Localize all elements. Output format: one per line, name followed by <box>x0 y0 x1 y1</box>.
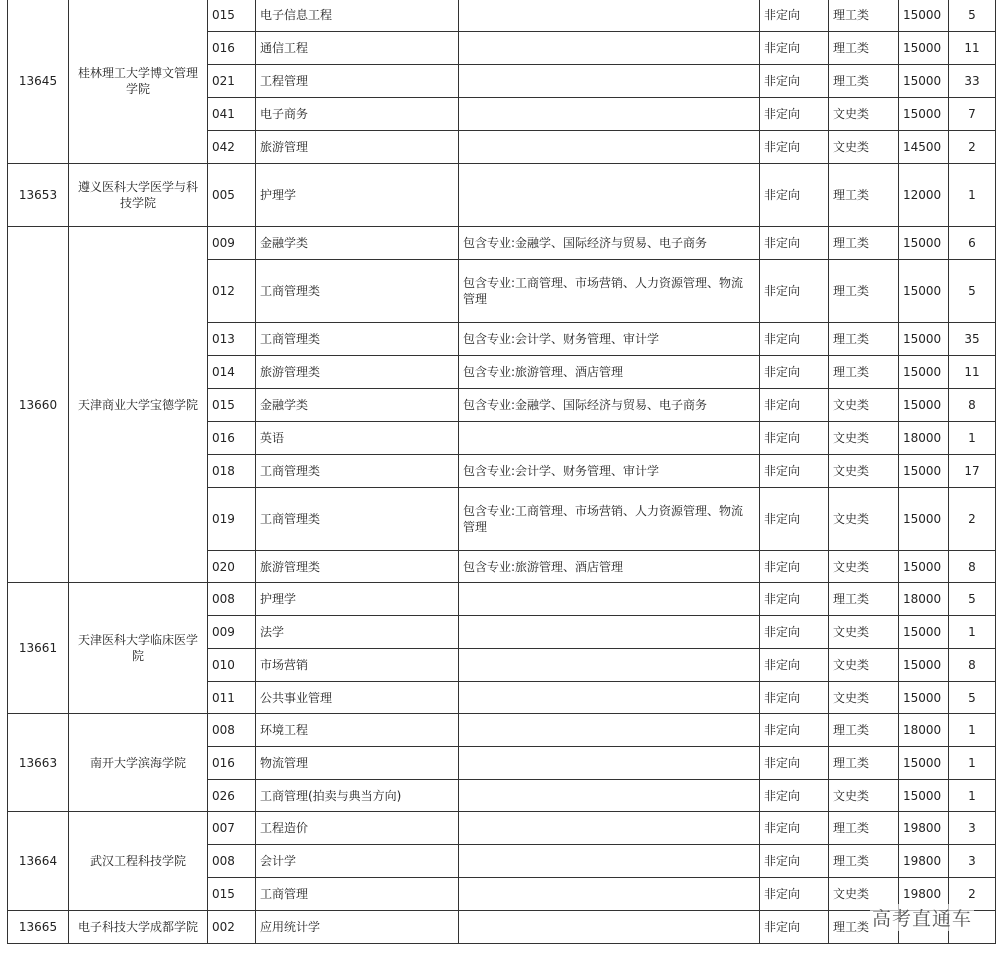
tuition-cell: 15000 <box>899 780 949 812</box>
major-name-cell: 工商管理类 <box>256 488 459 551</box>
major-code-cell: 019 <box>208 488 256 551</box>
major-note-cell <box>459 812 760 845</box>
table-row <box>8 812 996 845</box>
major-name-cell: 护理学 <box>256 583 459 616</box>
tuition-cell: 15000 <box>899 98 949 131</box>
major-name-cell: 市场营销 <box>256 649 459 682</box>
tuition-cell: 15000 <box>899 747 949 780</box>
major-code-cell: 008 <box>208 583 256 616</box>
major-name-cell: 电子信息工程 <box>256 0 459 32</box>
tuition-cell: 15000 <box>899 682 949 714</box>
tuition-cell: 15000 <box>899 32 949 65</box>
major-code-cell: 015 <box>208 389 256 422</box>
major-code-cell: 041 <box>208 98 256 131</box>
plan-count-cell: 8 <box>949 389 996 422</box>
major-name-cell: 物流管理 <box>256 747 459 780</box>
major-name-cell: 应用统计学 <box>256 911 459 944</box>
category-cell: 文史类 <box>829 780 899 812</box>
direction-cell: 非定向 <box>760 747 829 780</box>
direction-cell: 非定向 <box>760 911 829 944</box>
category-cell: 理工类 <box>829 260 899 323</box>
school-name-cell: 遵义医科大学医学与科技学院 <box>69 164 208 227</box>
major-name-cell: 工商管理类 <box>256 260 459 323</box>
major-name-cell: 公共事业管理 <box>256 682 459 714</box>
major-name-cell: 法学 <box>256 616 459 649</box>
tuition-cell: 15000 <box>899 323 949 356</box>
category-cell: 文史类 <box>829 98 899 131</box>
direction-cell: 非定向 <box>760 583 829 616</box>
tuition-cell: 12000 <box>899 164 949 227</box>
admission-plan-table <box>7 0 996 944</box>
direction-cell: 非定向 <box>760 455 829 488</box>
plan-count-cell: 5 <box>949 682 996 714</box>
direction-cell: 非定向 <box>760 65 829 98</box>
tuition-cell: 19800 <box>899 845 949 878</box>
tuition-cell: 15000 <box>899 260 949 323</box>
category-cell: 文史类 <box>829 682 899 714</box>
major-name-cell: 通信工程 <box>256 32 459 65</box>
tuition-cell: 15000 <box>899 649 949 682</box>
direction-cell: 非定向 <box>760 32 829 65</box>
category-cell: 文史类 <box>829 649 899 682</box>
plan-count-cell: 33 <box>949 65 996 98</box>
direction-cell: 非定向 <box>760 780 829 812</box>
major-code-cell: 018 <box>208 455 256 488</box>
category-cell: 理工类 <box>829 911 899 944</box>
tuition-cell: 15000 <box>899 65 949 98</box>
direction-cell: 非定向 <box>760 616 829 649</box>
category-cell: 理工类 <box>829 845 899 878</box>
major-note-cell <box>459 911 760 944</box>
category-cell: 理工类 <box>829 227 899 260</box>
major-name-cell: 工程造价 <box>256 812 459 845</box>
major-code-cell: 016 <box>208 422 256 455</box>
plan-count-cell: 1 <box>949 616 996 649</box>
major-code-cell: 020 <box>208 551 256 583</box>
major-name-cell: 金融学类 <box>256 389 459 422</box>
major-code-cell: 011 <box>208 682 256 714</box>
major-note-cell <box>459 682 760 714</box>
school-code-cell: 13653 <box>8 164 69 227</box>
school-name-cell: 电子科技大学成都学院 <box>69 911 208 944</box>
watermark: 高考直通车 <box>870 904 974 931</box>
direction-cell: 非定向 <box>760 714 829 747</box>
plan-count-cell: 5 <box>949 583 996 616</box>
major-code-cell: 014 <box>208 356 256 389</box>
major-name-cell: 工商管理类 <box>256 323 459 356</box>
major-code-cell: 010 <box>208 649 256 682</box>
plan-count-cell: 2 <box>949 878 996 911</box>
plan-count-cell: 3 <box>949 812 996 845</box>
category-cell: 文史类 <box>829 422 899 455</box>
major-note-cell <box>459 422 760 455</box>
tuition-cell: 19800 <box>899 812 949 845</box>
plan-count-cell: 5 <box>949 0 996 32</box>
tuition-cell: 15000 <box>899 389 949 422</box>
major-code-cell: 008 <box>208 845 256 878</box>
plan-count-cell: 1 <box>949 164 996 227</box>
major-note-cell <box>459 131 760 164</box>
direction-cell: 非定向 <box>760 0 829 32</box>
category-cell: 理工类 <box>829 32 899 65</box>
category-cell: 文史类 <box>829 488 899 551</box>
table-row <box>8 227 996 260</box>
major-note-cell: 包含专业:金融学、国际经济与贸易、电子商务 <box>459 389 760 422</box>
major-note-cell: 包含专业:工商管理、市场营销、人力资源管理、物流管理 <box>459 488 760 551</box>
major-code-cell: 042 <box>208 131 256 164</box>
direction-cell: 非定向 <box>760 131 829 164</box>
major-note-cell: 包含专业:旅游管理、酒店管理 <box>459 356 760 389</box>
plan-count-cell: 11 <box>949 356 996 389</box>
plan-count-cell: 35 <box>949 323 996 356</box>
tuition-cell: 19800 <box>899 878 949 911</box>
school-name-cell: 武汉工程科技学院 <box>69 812 208 911</box>
direction-cell: 非定向 <box>760 98 829 131</box>
category-cell: 理工类 <box>829 583 899 616</box>
major-code-cell: 016 <box>208 747 256 780</box>
major-note-cell <box>459 878 760 911</box>
plan-count-cell: 6 <box>949 227 996 260</box>
major-note-cell <box>459 32 760 65</box>
major-note-cell <box>459 65 760 98</box>
school-name-cell: 桂林理工大学博文管理学院 <box>69 0 208 164</box>
category-cell: 文史类 <box>829 616 899 649</box>
major-name-cell: 工商管理类 <box>256 455 459 488</box>
major-name-cell: 旅游管理类 <box>256 551 459 583</box>
plan-count-cell: 2 <box>949 488 996 551</box>
major-code-cell: 007 <box>208 812 256 845</box>
major-name-cell: 金融学类 <box>256 227 459 260</box>
major-name-cell: 旅游管理 <box>256 131 459 164</box>
major-note-cell <box>459 583 760 616</box>
direction-cell: 非定向 <box>760 682 829 714</box>
major-note-cell <box>459 164 760 227</box>
table-row <box>8 0 996 32</box>
plan-count-cell: 1 <box>949 747 996 780</box>
major-code-cell: 009 <box>208 227 256 260</box>
table-row <box>8 583 996 616</box>
plan-count-cell: 2 <box>949 131 996 164</box>
major-code-cell: 013 <box>208 323 256 356</box>
major-note-cell: 包含专业:旅游管理、酒店管理 <box>459 551 760 583</box>
plan-count-cell: 7 <box>949 98 996 131</box>
category-cell: 理工类 <box>829 747 899 780</box>
major-code-cell: 005 <box>208 164 256 227</box>
direction-cell: 非定向 <box>760 260 829 323</box>
school-code-cell: 13665 <box>8 911 69 944</box>
direction-cell: 非定向 <box>760 227 829 260</box>
direction-cell: 非定向 <box>760 649 829 682</box>
tuition-cell: 15000 <box>899 488 949 551</box>
plan-count-cell: 8 <box>949 649 996 682</box>
major-code-cell: 008 <box>208 714 256 747</box>
major-code-cell: 026 <box>208 780 256 812</box>
plan-count-cell: 1 <box>949 422 996 455</box>
school-code-cell: 13663 <box>8 714 69 812</box>
category-cell: 文史类 <box>829 455 899 488</box>
category-cell: 文史类 <box>829 131 899 164</box>
tuition-cell: 15000 <box>899 616 949 649</box>
major-name-cell: 电子商务 <box>256 98 459 131</box>
major-note-cell <box>459 747 760 780</box>
school-code-cell: 13660 <box>8 227 69 583</box>
school-code-cell: 13661 <box>8 583 69 714</box>
category-cell: 理工类 <box>829 323 899 356</box>
table-body <box>8 0 996 944</box>
major-code-cell: 012 <box>208 260 256 323</box>
direction-cell: 非定向 <box>760 164 829 227</box>
direction-cell: 非定向 <box>760 812 829 845</box>
major-name-cell: 工商管理 <box>256 878 459 911</box>
plan-count-cell: 1 <box>949 780 996 812</box>
major-code-cell: 021 <box>208 65 256 98</box>
direction-cell: 非定向 <box>760 389 829 422</box>
plan-count-cell: 8 <box>949 551 996 583</box>
major-name-cell: 环境工程 <box>256 714 459 747</box>
category-cell: 文史类 <box>829 878 899 911</box>
direction-cell: 非定向 <box>760 878 829 911</box>
tuition-cell: 14500 <box>899 131 949 164</box>
tuition-cell: 15000 <box>899 356 949 389</box>
table-row <box>8 714 996 747</box>
tuition-cell: 18000 <box>899 714 949 747</box>
major-code-cell: 015 <box>208 0 256 32</box>
direction-cell: 非定向 <box>760 356 829 389</box>
school-code-cell: 13645 <box>8 0 69 164</box>
tuition-cell: 18000 <box>899 422 949 455</box>
major-code-cell: 015 <box>208 878 256 911</box>
major-note-cell <box>459 98 760 131</box>
major-name-cell: 护理学 <box>256 164 459 227</box>
direction-cell: 非定向 <box>760 845 829 878</box>
tuition-cell: 15000 <box>899 455 949 488</box>
major-name-cell: 旅游管理类 <box>256 356 459 389</box>
major-note-cell <box>459 649 760 682</box>
category-cell: 理工类 <box>829 812 899 845</box>
major-note-cell: 包含专业:工商管理、市场营销、人力资源管理、物流管理 <box>459 260 760 323</box>
school-name-cell: 天津商业大学宝德学院 <box>69 227 208 583</box>
plan-count-cell: 5 <box>949 260 996 323</box>
major-code-cell: 016 <box>208 32 256 65</box>
category-cell: 理工类 <box>829 714 899 747</box>
major-note-cell: 包含专业:金融学、国际经济与贸易、电子商务 <box>459 227 760 260</box>
category-cell: 文史类 <box>829 551 899 583</box>
tuition-cell: 15000 <box>899 551 949 583</box>
major-name-cell: 工程管理 <box>256 65 459 98</box>
major-note-cell <box>459 0 760 32</box>
category-cell: 理工类 <box>829 65 899 98</box>
school-name-cell: 天津医科大学临床医学院 <box>69 583 208 714</box>
category-cell: 理工类 <box>829 356 899 389</box>
major-note-cell <box>459 780 760 812</box>
major-name-cell: 工商管理(拍卖与典当方向) <box>256 780 459 812</box>
major-note-cell: 包含专业:会计学、财务管理、审计学 <box>459 455 760 488</box>
direction-cell: 非定向 <box>760 488 829 551</box>
tuition-cell: 15000 <box>899 227 949 260</box>
direction-cell: 非定向 <box>760 323 829 356</box>
plan-count-cell: 17 <box>949 455 996 488</box>
school-name-cell: 南开大学滨海学院 <box>69 714 208 812</box>
category-cell: 文史类 <box>829 389 899 422</box>
plan-count-cell: 3 <box>949 845 996 878</box>
direction-cell: 非定向 <box>760 551 829 583</box>
tuition-cell: 15000 <box>899 0 949 32</box>
plan-count-cell: 11 <box>949 32 996 65</box>
major-note-cell <box>459 845 760 878</box>
major-note-cell <box>459 616 760 649</box>
table-row <box>8 164 996 227</box>
direction-cell: 非定向 <box>760 422 829 455</box>
major-code-cell: 009 <box>208 616 256 649</box>
major-name-cell: 会计学 <box>256 845 459 878</box>
category-cell: 理工类 <box>829 0 899 32</box>
major-note-cell <box>459 714 760 747</box>
major-code-cell: 002 <box>208 911 256 944</box>
table-row <box>8 911 996 944</box>
plan-count-cell: 1 <box>949 714 996 747</box>
tuition-cell: 18000 <box>899 583 949 616</box>
major-note-cell: 包含专业:会计学、财务管理、审计学 <box>459 323 760 356</box>
major-name-cell: 英语 <box>256 422 459 455</box>
category-cell: 理工类 <box>829 164 899 227</box>
school-code-cell: 13664 <box>8 812 69 911</box>
